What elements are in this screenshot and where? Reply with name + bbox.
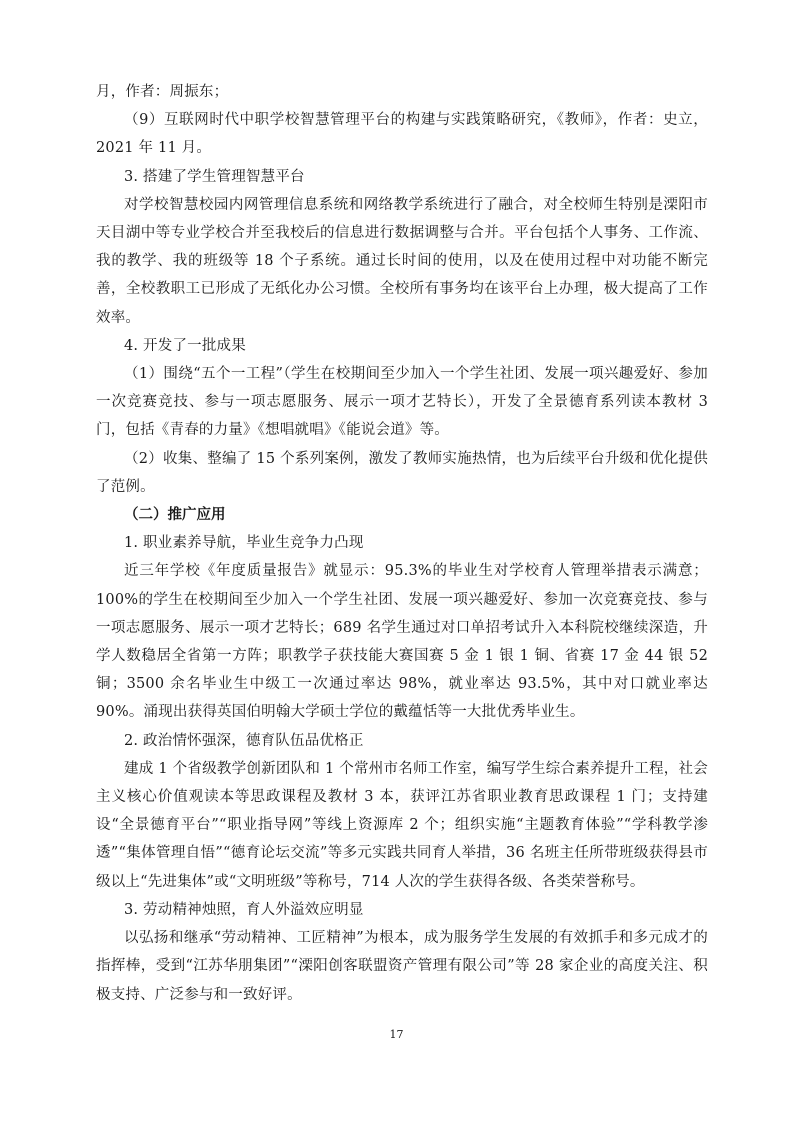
paragraph-achievement-1: （1）围绕“五个一工程”（学生在校期间至少加入一个学生社团、发展一项兴趣爱好、参加一次竞赛竞技、参与一项志愿服务、展示一项才艺特长），开发了全景德育系列读本教材 3 门，包括《青春的力量》《想唱就唱》《能说会道》等。 bbox=[96, 366, 708, 439]
subheading-achievements: 4. 开发了一批成果 bbox=[124, 337, 246, 354]
document-body bbox=[96, 78, 708, 1009]
paragraph-labor: 以弘扬和继承“劳动精神、工匠精神”为根本，成为服务学生发展的有效抓手和多元成才的指挥棒，受到“江苏华朋集团”“溧阳创客联盟资产管理有限公司”等 28 家企业的高度关注、积极支持、广泛参与和一致好评。 bbox=[96, 930, 708, 1003]
paragraph-reference-9: （9）互联网时代中职学校智慧管理平台的构建与实践策略研究，《教师》，作者：史立，2021 年 11 月。 bbox=[96, 112, 708, 157]
paragraph-achievement-2: （2）收集、整编了 15 个系列案例，激发了教师实施热情，也为后续平台升级和优化提供了范例。 bbox=[96, 450, 708, 495]
subheading-platform: 3. 搭建了学生管理智慧平台 bbox=[124, 168, 305, 185]
subheading-labor: 3. 劳动精神烛照，育人外溢效应明显 bbox=[124, 901, 364, 918]
subheading-moral: 2. 政治情怀强深，德育队伍品优格正 bbox=[124, 732, 364, 749]
section-heading-promotion: （二）推广应用 bbox=[124, 507, 226, 524]
paragraph-career: 近三年学校《年度质量报告》就显示：95.3%的毕业生对学校育人管理举措表示满意；100%的学生在校期间至少加入一个学生社团、发展一项兴趣爱好、参加一次竞赛竞技、参与一项志愿服务、展示一项才艺特长；689 名学生通过对口单招考试升入本科院校继续深造，升学人数稳居全省第一方阵；职教学子获技能大赛国赛 5 金 1 银 1 铜、省赛 17 金 44 银 52 铜；3500 余名毕业生中级工一次通过率达 98%，就业率达 93.5%，其中对口就业率达 90%。涌现出获得英国伯明翰大学硕士学位的戴蕴恬等一大批优秀毕业生。 bbox=[96, 563, 708, 721]
paragraph-moral: 建成 1 个省级教学创新团队和 1 个常州市名师工作室，编写学生综合素养提升工程，社会主义核心价值观读本等思政课程及教材 3 本，获评江苏省职业教育思政课程 1 门；支持建设“全景德育平台”“职业指导网”等线上资源库 2 个；组织实施“主题教育体验”“学科教学渗透”“集体管理自悟”“德育论坛交流”等多元实践共同育人举措，36 名班主任所带班级获得县市级以上“先进集体”或“文明班级”等称号，714 人次的学生获得各级、各类荣誉称号。 bbox=[96, 760, 708, 890]
subheading-career: 1. 职业素养导航，毕业生竞争力凸现 bbox=[124, 535, 364, 552]
paragraph-platform: 对学校智慧校园内网管理信息系统和网络教学系统进行了融合，对全校师生特别是溧阳市天目湖中等专业学校合并至我校后的信息进行数据调整与合并。平台包括个人事务、工作流、我的教学、我的班级等 18 个子系统。通过长时间的使用，以及在使用过程中对功能不断完善，全校教职工已形成了无纸化办公习惯。全校所有事务均在该平台上办理，极大提高了工作效率。 bbox=[96, 196, 708, 326]
paragraph-continuation: 月，作者：周振东； bbox=[96, 84, 229, 100]
page-number: 17 bbox=[389, 1028, 404, 1041]
